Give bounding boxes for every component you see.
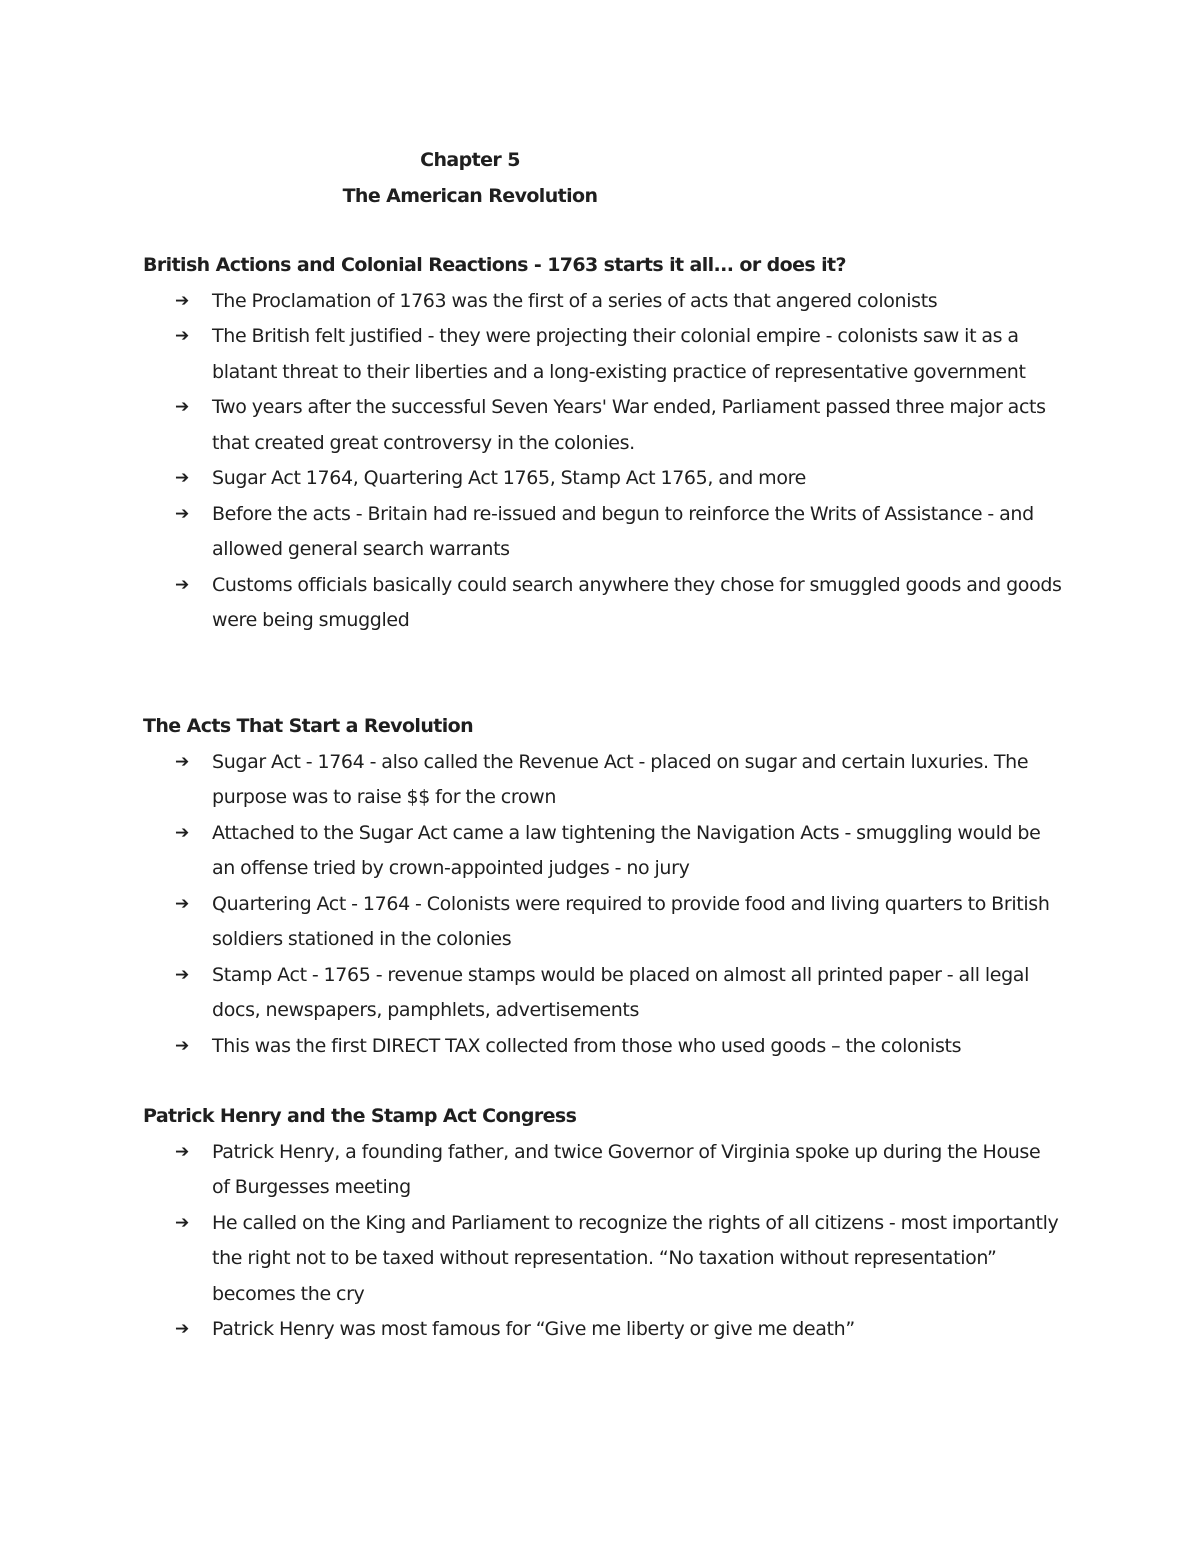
list-item: [143, 497, 1063, 568]
list-item-text: Attached to the Sugar Act came a law tightening the Navigation Acts - smuggling would be an offense tried by crown-appointed judges - no jury: [212, 821, 1041, 879]
document-title: The American Revolution: [342, 184, 598, 207]
list-item-text: Patrick Henry was most famous for “Give me liberty or give me death”: [212, 1318, 855, 1340]
list-item-text: The Proclamation of 1763 was the first of a series of acts that angered colonists: [212, 289, 938, 312]
arrow-right-icon: ➔: [175, 503, 189, 524]
section-heading: British Actions and Colonial Reactions - 1763 starts it all... or does it?: [143, 254, 846, 276]
bullet-list: [143, 1135, 1063, 1348]
list-item-text: Before the acts - Britain had re-issued and begun to reinforce the Writs of Assistance - and allowed general search warrants: [212, 502, 1034, 560]
arrow-right-icon: ➔: [175, 1212, 189, 1233]
list-item: [143, 745, 1063, 816]
list-item-text: Customs officials basically could search anywhere they chose for smuggled goods and goods were being smuggled: [212, 573, 1062, 631]
arrow-right-icon: ➔: [175, 751, 189, 772]
arrow-right-icon: ➔: [175, 964, 189, 985]
list-item-text: Two years after the successful Seven Years' War ended, Parliament passed three major acts that created great controversy in the colonies.: [212, 396, 1046, 454]
list-item: [143, 1312, 1063, 1348]
arrow-right-icon: ➔: [175, 468, 189, 488]
section-heading: The Acts That Start a Revolution: [143, 715, 474, 737]
list-item: [143, 568, 1063, 639]
title-block: [0, 143, 940, 214]
list-item-text: The British felt justified - they were projecting their colonial empire - colonists saw it as a blatant threat to their liberties and a long-existing practice of representative government: [212, 325, 1026, 383]
chapter-heading: Chapter 5: [420, 149, 520, 171]
arrow-right-icon: ➔: [175, 1319, 189, 1339]
list-item: [143, 816, 1063, 887]
list-item-text: He called on the King and Parliament to recognize the rights of all citizens - most importantly the right not to be taxed without representation. “No taxation without representation” becomes the cry: [212, 1211, 1059, 1305]
list-item: [143, 887, 1063, 958]
list-item: [143, 390, 1063, 461]
arrow-right-icon: ➔: [175, 893, 189, 914]
list-item: [143, 958, 1063, 1029]
arrow-right-icon: ➔: [175, 326, 189, 346]
arrow-right-icon: ➔: [175, 574, 189, 595]
section-acts-revolution: [143, 709, 1063, 1064]
list-item-text: Sugar Act - 1764 - also called the Revenue Act - placed on sugar and certain luxuries. The purpose was to raise $$ for the crown: [212, 750, 1029, 808]
list-item: [143, 1029, 1063, 1065]
section-british-actions: [143, 248, 1063, 639]
arrow-right-icon: ➔: [175, 1035, 189, 1056]
list-item: [143, 1206, 1063, 1313]
list-item-text: Patrick Henry, a founding father, and twice Governor of Virginia spoke up during the House of Burgesses meeting: [212, 1140, 1041, 1198]
list-item: [143, 461, 1063, 497]
list-item-text: This was the first DIRECT TAX collected from those who used goods – the colonists: [212, 1034, 962, 1057]
arrow-right-icon: ➔: [175, 397, 189, 417]
section-patrick-henry: [143, 1099, 1063, 1348]
bullet-list: [143, 284, 1063, 639]
list-item-text: Quartering Act - 1764 - Colonists were required to provide food and living quarters to British soldiers stationed in the colonies: [212, 892, 1050, 950]
section-heading: Patrick Henry and the Stamp Act Congress: [143, 1105, 577, 1127]
arrow-right-icon: ➔: [175, 290, 189, 311]
list-item-text: Sugar Act 1764, Quartering Act 1765, Stamp Act 1765, and more: [212, 467, 806, 489]
arrow-right-icon: ➔: [175, 822, 189, 843]
list-item: [143, 1135, 1063, 1206]
list-item: [143, 284, 1063, 320]
list-item: [143, 319, 1063, 390]
list-item-text: Stamp Act - 1765 - revenue stamps would be placed on almost all printed paper - all legal docs, newspapers, pamphlets, advertisements: [212, 963, 1030, 1021]
bullet-list: [143, 745, 1063, 1065]
arrow-right-icon: ➔: [175, 1141, 189, 1162]
